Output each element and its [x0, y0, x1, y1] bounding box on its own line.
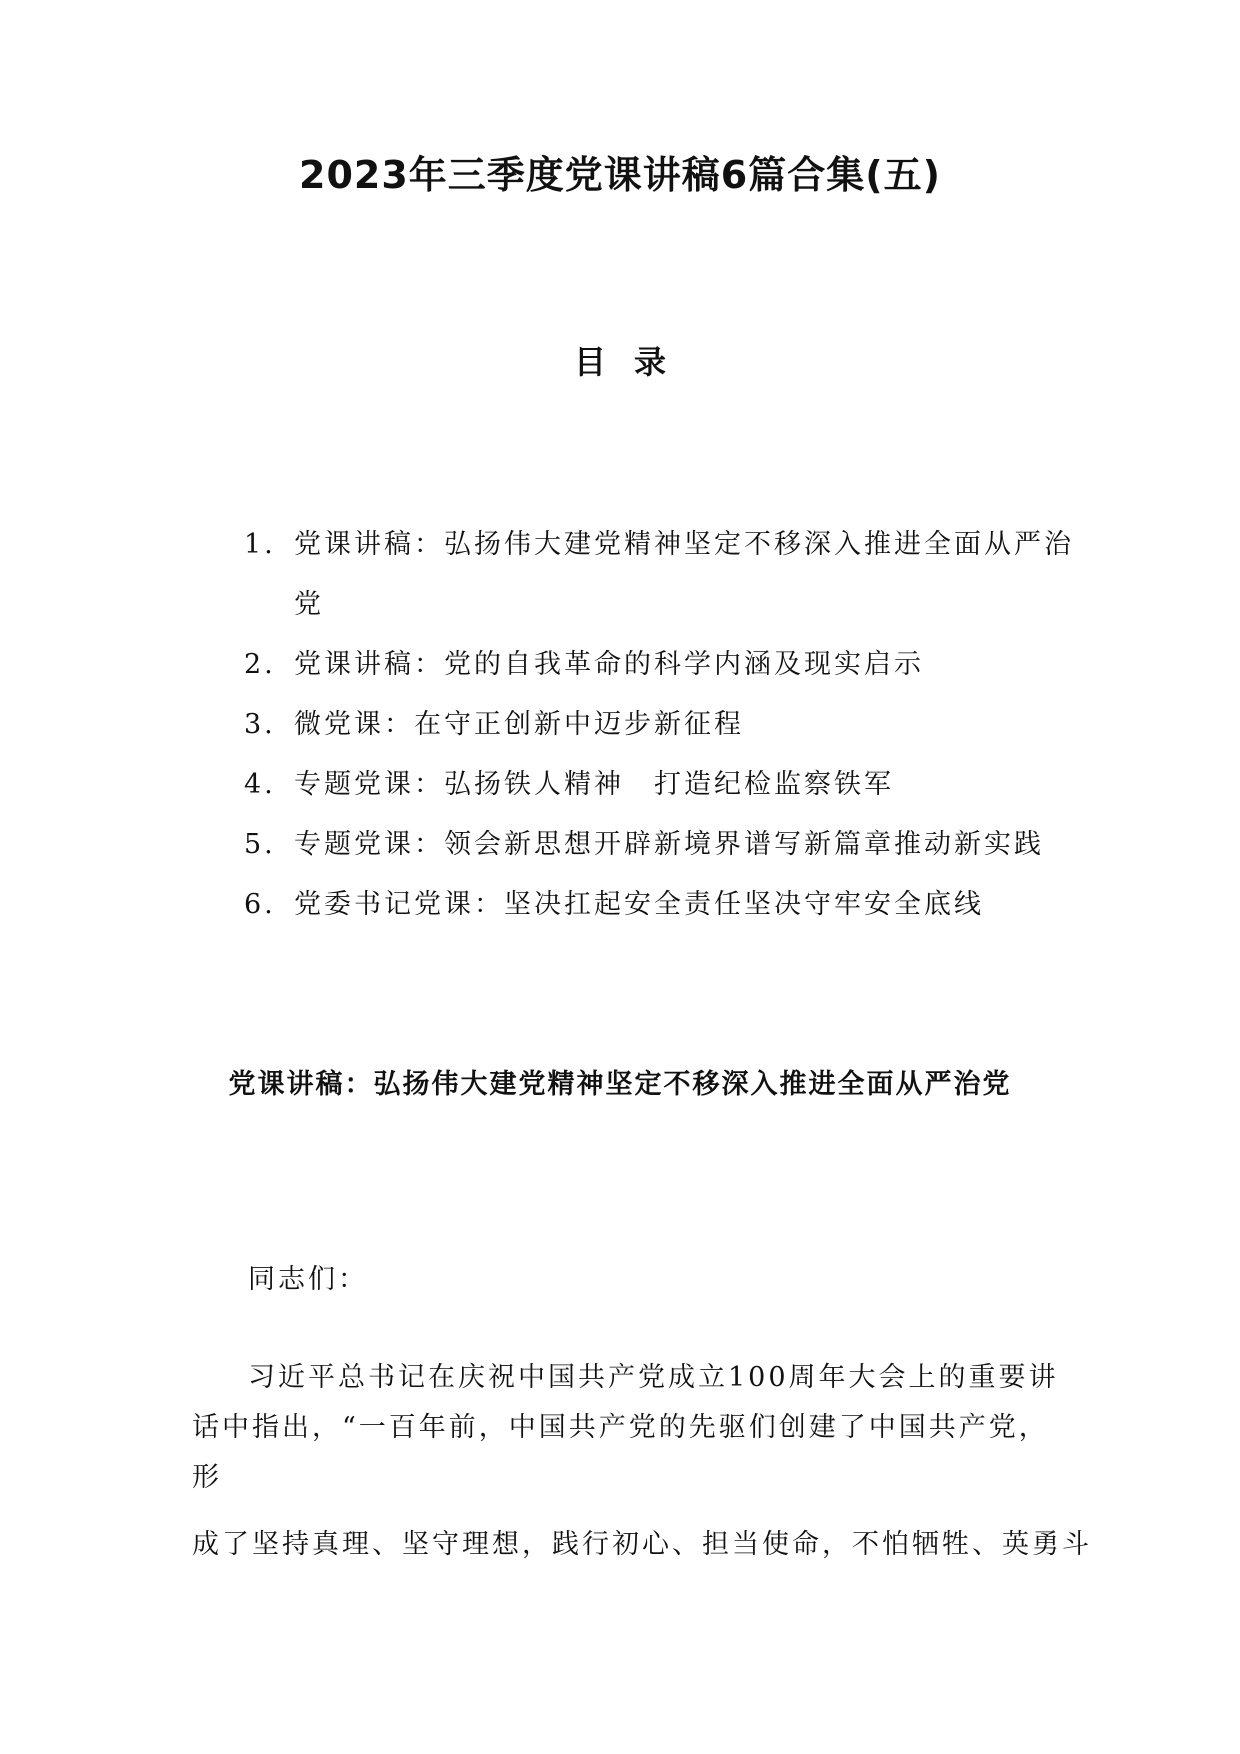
toc-item-3[interactable]	[244, 695, 1064, 755]
toc-item-text: 专题党课：弘扬铁人精神 打造纪检监察铁军	[294, 769, 894, 800]
salutation: 同志们：	[248, 1264, 368, 1295]
toc-item-number: 5.	[244, 829, 276, 860]
toc-item-text: 党委书记党课：坚决扛起安全责任坚决守牢安全底线	[294, 889, 984, 920]
toc-item-number: 2.	[244, 649, 276, 680]
document-title: 2023年三季度党课讲稿6篇合集(五)	[299, 153, 941, 197]
toc-item-text: 党课讲稿：弘扬伟大建党精神坚定不移深入推进全面从严治	[294, 529, 1074, 560]
toc-item-text: 专题党课：领会新思想开辟新境界谱写新篇章推动新实践	[294, 829, 1044, 860]
toc-heading: 目录	[573, 343, 694, 381]
toc-item-1-continuation: 党	[294, 589, 324, 620]
toc-item-2[interactable]	[244, 635, 1064, 695]
toc-item-text: 党课讲稿：党的自我革命的科学内涵及现实启示	[294, 649, 924, 680]
toc-item-5[interactable]	[244, 815, 1064, 875]
toc-item-1[interactable]	[244, 515, 1074, 575]
toc-item-number: 4.	[244, 769, 276, 800]
toc-item-4[interactable]	[244, 755, 1064, 815]
toc-item-6[interactable]	[244, 875, 1064, 935]
body-line: 形	[192, 1462, 222, 1493]
toc-item-number: 3.	[244, 709, 276, 740]
toc-item-number: 6.	[244, 889, 276, 920]
toc-item-text: 微党课：在守正创新中迈步新征程	[294, 709, 744, 740]
body-line: 话中指出，“一百年前，中国共产党的先驱们创建了中国共产党，	[192, 1412, 1049, 1443]
body-line: 成了坚持真理、坚守理想，践行初心、担当使命，不怕牺牲、英勇斗	[192, 1529, 1092, 1560]
body-line: 习近平总书记在庆祝中国共产党成立100周年大会上的重要讲	[248, 1362, 1059, 1393]
section-title: 党课讲稿：弘扬伟大建党精神坚定不移深入推进全面从严治党	[228, 1069, 1012, 1100]
toc-item-number: 1.	[244, 529, 276, 560]
